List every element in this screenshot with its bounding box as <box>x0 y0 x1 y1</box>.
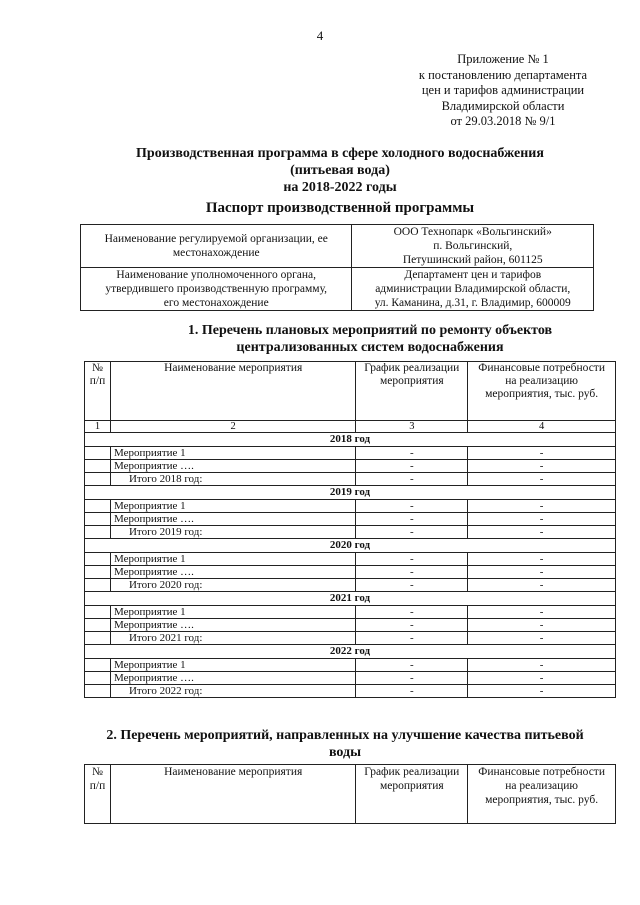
page-number: 4 <box>316 28 324 43</box>
row-name: Мероприятие 1 <box>110 659 355 672</box>
year-row <box>85 486 616 500</box>
section1-line: централизованных систем водоснабжения <box>236 340 504 355</box>
label-line: местонахождение <box>172 247 260 259</box>
row-finance: - <box>468 500 616 513</box>
row-schedule: - <box>356 606 468 619</box>
passport-heading: Паспорт производственной программы <box>205 200 475 216</box>
header-schedule: График реализации мероприятия <box>356 362 468 421</box>
header-finance: Финансовые потребности на реализацию мероприятия, тыс. руб. <box>468 362 616 421</box>
row-finance: - <box>468 513 616 526</box>
row-finance: - <box>468 619 616 632</box>
value-line: ул. Каманина, д.31, г. Владимир, 600009 <box>374 297 571 309</box>
year-row <box>85 433 616 447</box>
row-num <box>85 685 111 698</box>
row-finance: - <box>468 526 616 539</box>
row-name: Мероприятие 1 <box>110 447 355 460</box>
table-row <box>85 500 616 513</box>
passport-label <box>81 225 352 268</box>
annex-line: от 29.03.2018 № 9/1 <box>450 114 556 128</box>
row-schedule: - <box>356 473 468 486</box>
row-name: Итого 2020 год: <box>110 579 355 592</box>
table-row <box>85 566 616 579</box>
passport-label <box>81 268 352 311</box>
row-name: Мероприятие 1 <box>110 606 355 619</box>
passport-value <box>352 268 594 311</box>
row-finance: - <box>468 566 616 579</box>
section1-line: 1. Перечень плановых мероприятий по ремонту объектов <box>187 323 553 338</box>
row-schedule: - <box>356 553 468 566</box>
row-schedule: - <box>356 460 468 473</box>
title-line: (питьевая вода) <box>290 163 390 178</box>
year-label: 2022 год <box>85 645 616 659</box>
value-line: Петушинский район, 601125 <box>402 254 543 266</box>
row-num <box>85 526 111 539</box>
row-finance: - <box>468 685 616 698</box>
table-row <box>85 632 616 645</box>
column-numbers-row <box>85 421 616 433</box>
annex-line: цен и тарифов администрации <box>421 83 585 97</box>
row-num <box>85 500 111 513</box>
row-name: Итого 2021 год: <box>110 632 355 645</box>
table-row <box>85 447 616 460</box>
annex-block <box>388 52 618 130</box>
label-line: Наименование регулируемой организации, ее <box>104 233 328 245</box>
label-line: Наименование уполномоченного органа, <box>116 269 317 281</box>
year-label: 2019 год <box>85 486 616 500</box>
row-num <box>85 566 111 579</box>
row-schedule: - <box>356 672 468 685</box>
row-num <box>85 606 111 619</box>
section1-heading <box>140 322 600 356</box>
passport-table <box>80 224 594 311</box>
title-line: Производственная программа в сфере холодного водоснабжения <box>136 146 544 161</box>
value-line: п. Вольгинский, <box>433 240 513 252</box>
passport-row <box>81 225 594 268</box>
row-num <box>85 447 111 460</box>
row-name: Итого 2018 год: <box>110 473 355 486</box>
table-row <box>85 579 616 592</box>
col-number: 2 <box>110 421 355 433</box>
row-schedule: - <box>356 659 468 672</box>
annex-line: Приложение № 1 <box>457 52 549 66</box>
header-name: Наименование мероприятия <box>110 362 355 421</box>
plan-table <box>84 361 616 698</box>
row-schedule: - <box>356 513 468 526</box>
year-row <box>85 645 616 659</box>
table-row <box>85 659 616 672</box>
header-name: Наименование мероприятия <box>110 765 355 824</box>
row-schedule: - <box>356 632 468 645</box>
row-schedule: - <box>356 685 468 698</box>
row-finance: - <box>468 579 616 592</box>
row-num <box>85 672 111 685</box>
col-number: 1 <box>85 421 111 433</box>
table-row <box>85 526 616 539</box>
year-row <box>85 592 616 606</box>
row-num <box>85 579 111 592</box>
row-num <box>85 513 111 526</box>
row-name: Итого 2022 год: <box>110 685 355 698</box>
row-name: Мероприятие …. <box>110 566 355 579</box>
table-row <box>85 685 616 698</box>
row-num <box>85 553 111 566</box>
row-schedule: - <box>356 447 468 460</box>
row-name: Мероприятие …. <box>110 513 355 526</box>
row-schedule: - <box>356 566 468 579</box>
year-label: 2018 год <box>85 433 616 447</box>
value-line: ООО Технопарк «Вольгинский» <box>393 226 552 238</box>
row-num <box>85 632 111 645</box>
row-name: Итого 2019 год: <box>110 526 355 539</box>
row-finance: - <box>468 632 616 645</box>
label-line: его местонахождение <box>163 297 269 309</box>
row-schedule: - <box>356 619 468 632</box>
row-finance: - <box>468 447 616 460</box>
title-line: на 2018-2022 годы <box>283 180 397 195</box>
row-finance: - <box>468 460 616 473</box>
row-schedule: - <box>356 579 468 592</box>
table-row <box>85 473 616 486</box>
header-row <box>85 362 616 421</box>
section2-heading <box>60 727 630 761</box>
document-title <box>60 145 620 196</box>
annex-line: к постановлению департамента <box>418 67 588 82</box>
table-row <box>85 606 616 619</box>
year-row <box>85 539 616 553</box>
row-num <box>85 473 111 486</box>
table-row <box>85 619 616 632</box>
table-row <box>85 460 616 473</box>
section2-line: 2. Перечень мероприятий, направленных на улучшение качества питьевой <box>106 728 584 743</box>
passport-value <box>352 225 594 268</box>
year-label: 2021 год <box>85 592 616 606</box>
header-row <box>85 765 616 824</box>
col-number: 4 <box>468 421 616 433</box>
value-line: Департамент цен и тарифов <box>404 269 542 281</box>
row-finance: - <box>468 553 616 566</box>
row-finance: - <box>468 672 616 685</box>
row-name: Мероприятие 1 <box>110 553 355 566</box>
row-finance: - <box>468 659 616 672</box>
header-num: № п/п <box>85 362 111 421</box>
header-finance: Финансовые потребности на реализацию мероприятия, тыс. руб. <box>468 765 616 824</box>
row-num <box>85 659 111 672</box>
col-number: 3 <box>356 421 468 433</box>
row-num <box>85 460 111 473</box>
row-finance: - <box>468 473 616 486</box>
annex-line: Владимирской области <box>441 98 565 113</box>
plan-table-2 <box>84 764 616 824</box>
table-row <box>85 513 616 526</box>
header-num: № п/п <box>85 765 111 824</box>
section2-line: воды <box>328 745 362 760</box>
row-name: Мероприятие 1 <box>110 500 355 513</box>
row-name: Мероприятие …. <box>110 672 355 685</box>
year-label: 2020 год <box>85 539 616 553</box>
row-schedule: - <box>356 526 468 539</box>
header-schedule: График реализации мероприятия <box>356 765 468 824</box>
table-row <box>85 672 616 685</box>
table-row <box>85 553 616 566</box>
row-name: Мероприятие …. <box>110 460 355 473</box>
row-num <box>85 619 111 632</box>
row-name: Мероприятие …. <box>110 619 355 632</box>
row-finance: - <box>468 606 616 619</box>
label-line: утвердившего производственную программу, <box>105 283 328 295</box>
row-schedule: - <box>356 500 468 513</box>
value-line: администрации Владимирской области, <box>375 283 571 295</box>
passport-row <box>81 268 594 311</box>
